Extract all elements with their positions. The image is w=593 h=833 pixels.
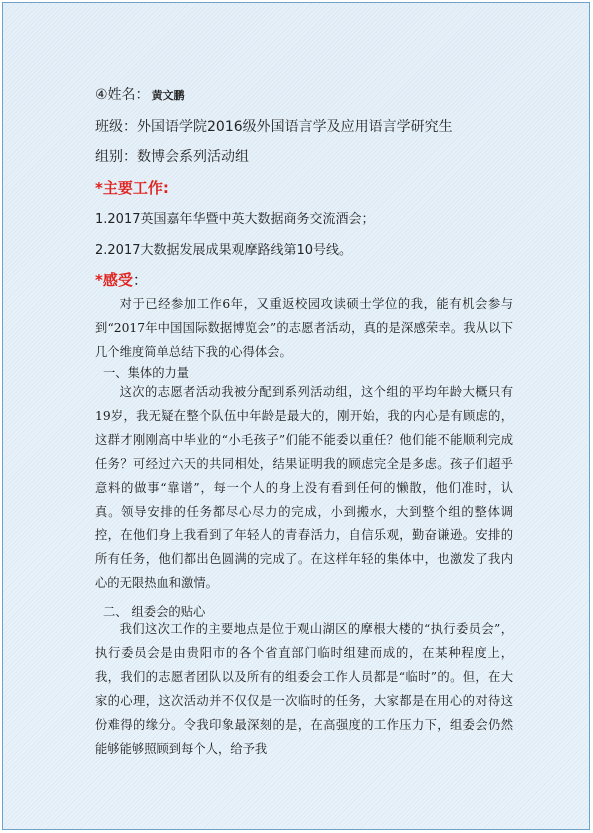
group-value: 数博会系列活动组 — [137, 149, 249, 165]
name-line — [95, 84, 185, 104]
name-label: ④姓名： — [95, 87, 150, 103]
feelings-heading-colon: ： — [132, 271, 148, 289]
section2-text: 我们这次工作的主要地点是位于观山湖区的摩根大楼的“执行委员会”，执行委员会是由贵阳市的各个省直部门临时组建而成的，在某种程度上，我，我们的志愿者团队以及所有的组委会工作人员都是“临时”的。但，在大家的心理，这次活动并不仅仅是一次临时的任务，大家都是在用心的对待这份难得的缘分。令我印象最深刻的是，在高强度的工作压力下，组委会仍然能够能够照顾到每个人，给予我 — [95, 622, 513, 756]
document-page — [2, 2, 590, 830]
class-line — [95, 116, 453, 136]
main-work-heading: *主要工作: — [95, 179, 169, 197]
class-label: 班级： — [95, 119, 137, 135]
section2-title: 二、 组委会的贴心 — [103, 605, 206, 619]
class-value: 外国语学院2016级外国语言学及应用语言学研究生 — [137, 119, 453, 135]
work-item-1: 1.2017英国嘉年华暨中英大数据商务交流酒会； — [95, 212, 375, 227]
feelings-heading-text: *感受 — [95, 271, 133, 289]
group-line — [95, 146, 249, 166]
feelings-heading — [95, 269, 148, 290]
section1-text: 这次的志愿者活动我被分配到系列活动组，这个组的平均年龄大概只有19岁，我无疑在整个队伍中年龄是最大的，刚开始，我的内心是有顾虑的，这群才刚刚高中毕业的“小毛孩子”们能不能委以重任？他们能不能顺利完成任务？可经过六天的共同相处，结果证明我的顾虑完全是多虑。孩子们超乎意料的做事“靠谱”，每一个人的身上没有看到任何的懒散，他们准时，认真。领导安排的任务都尽心尽力的完成，小到搬水，大到整个组的整体调控，在他们身上我看到了年轻人的青春活力，自信乐观，勤奋谦逊。安排的所有任务，他们都出色圆满的完成了。在这样年轻的集体中，也激发了我内心的无限热血和激情。 — [95, 385, 513, 591]
work-item-2: 2.2017大数据发展成果观摩路线第10号线。 — [95, 243, 353, 258]
name-value: 黄文鹏 — [151, 89, 185, 102]
section1-title: 一、集体的力量 — [103, 366, 190, 380]
group-label: 组别： — [95, 149, 137, 165]
feelings-intro: 对于已经参加工作6年，又重返校园攻读硕士学位的我，能有机会参与到“2017年中国国际数据博览会”的志愿者活动，真的是深感荣幸。我从以下几个维度简单总结下我的心得体会。 — [95, 297, 513, 359]
